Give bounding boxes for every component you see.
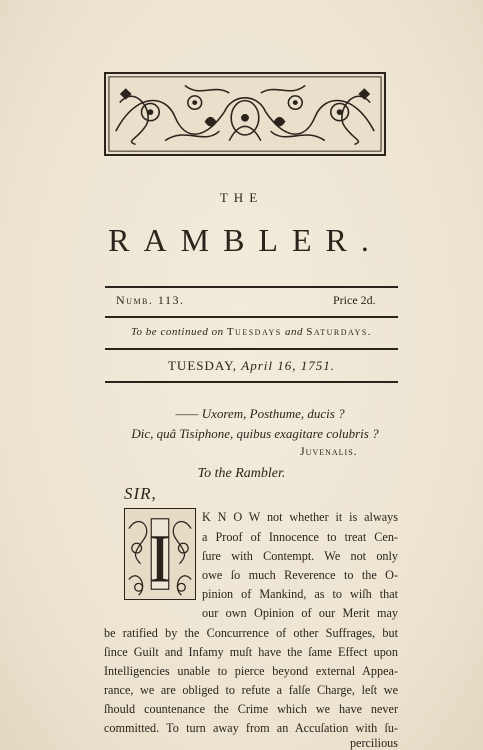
body-line: Intelligencies unable to pierce beyond external Appea-	[104, 664, 398, 678]
masthead-the: THE	[219, 190, 264, 205]
body-line: ſhould countenance the Crime which we have never	[104, 702, 398, 716]
issue-weekday: TUESDAY,	[167, 358, 238, 373]
issue-number	[116, 293, 184, 308]
issue-date	[105, 358, 398, 374]
masthead-title: RAMBLER.	[108, 222, 383, 258]
schedule-and: and	[284, 326, 303, 338]
body-line: committed. To turn away from an Accuſation with ſu-	[104, 721, 398, 735]
issue-number-text: Numb. 113.	[116, 293, 185, 307]
body-line: our own Opinion of our Merit may	[202, 606, 398, 620]
schedule-day: Saturdays.	[306, 326, 373, 338]
headpiece-ornament	[104, 72, 386, 156]
epigraph-author: Juvenalis.	[300, 444, 358, 458]
drop-cap-ornament	[124, 508, 196, 600]
rule	[105, 348, 398, 350]
epigraph-line: —— Uxorem, Posthume, ducis ?	[175, 406, 345, 421]
letter-address	[0, 466, 483, 482]
drop-cap-letter: I	[148, 520, 172, 597]
letter-address-text: To the Rambler.	[197, 466, 286, 481]
letter-salutation: SIR,	[124, 484, 157, 503]
body-line: owe ſo much Reverence to the O-	[202, 568, 398, 582]
catchword: percilious	[349, 736, 398, 750]
body-line: pinion of Mankind, as to wiſh that	[202, 587, 398, 601]
body-line: K N O W not whether it is always	[202, 510, 398, 524]
issue-price: Price 2d.	[333, 293, 376, 307]
schedule-text: To be continued on	[130, 326, 224, 338]
schedule-day: Tuesdays	[226, 326, 282, 338]
body-line: rance, we are obliged to refute a falſe Charge, leſt we	[104, 683, 398, 697]
body-line: a Proof of Innocence to treat Cen-	[202, 530, 398, 544]
body-line: be ratified by the Concurrence of other Suffrages, but	[104, 626, 398, 640]
rule	[105, 286, 398, 288]
epigraph-line: Dic, quâ Tisiphone, quibus exagitare colubris ?	[131, 426, 379, 441]
rule	[105, 316, 398, 318]
publication-schedule	[105, 326, 398, 338]
body-line: ſure with Contempt. We not only	[202, 549, 398, 563]
rule	[105, 381, 398, 383]
body-line: ſince Guilt and Infamy muſt have the ſame Effect upon	[104, 645, 398, 659]
issue-date-text: April 16, 1751.	[241, 358, 336, 373]
